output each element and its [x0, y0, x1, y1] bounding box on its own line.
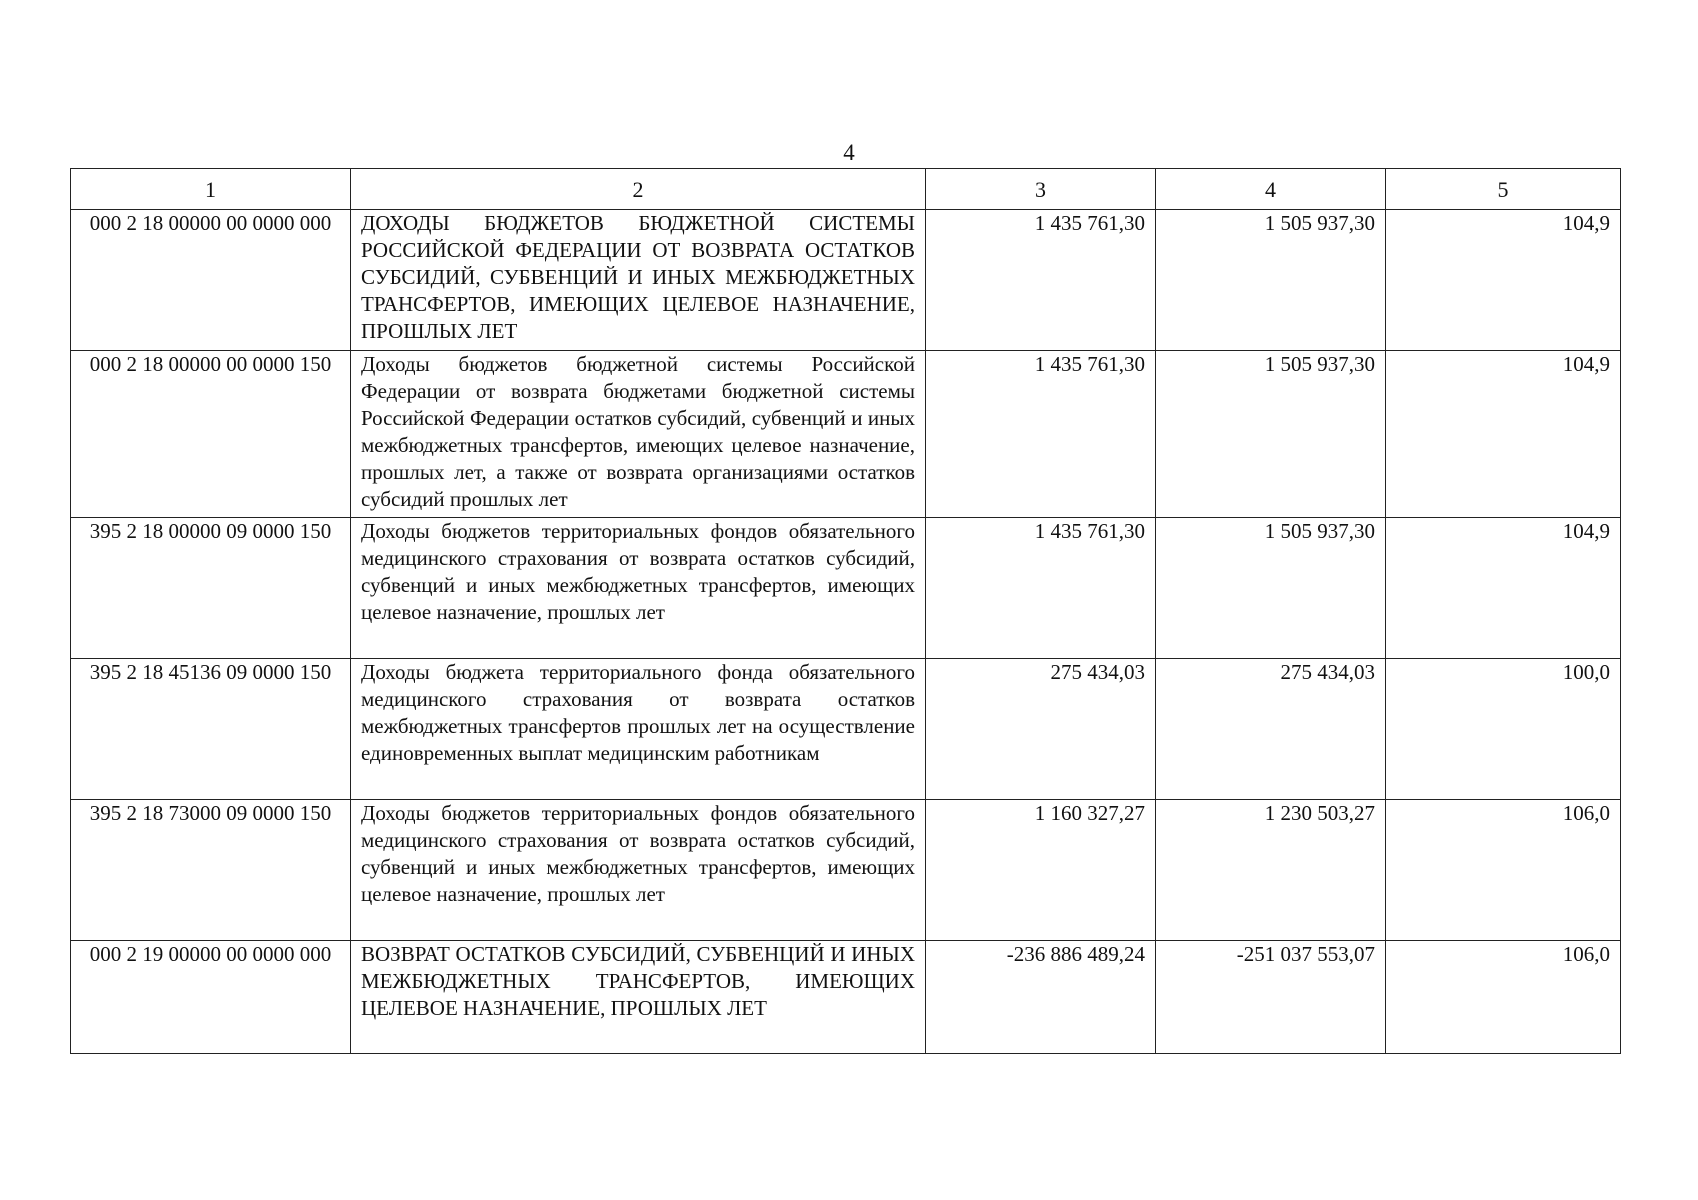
- table-row: [71, 210, 1621, 351]
- row-col3: -236 886 489,24: [926, 941, 1156, 1054]
- row-col3: 1 435 761,30: [926, 210, 1156, 351]
- row-col3: 1 435 761,30: [926, 518, 1156, 659]
- row-col5: 104,9: [1386, 210, 1621, 351]
- row-code: 000 2 19 00000 00 0000 000: [71, 941, 351, 1054]
- header-col-5: 5: [1386, 169, 1621, 210]
- table-row: [71, 518, 1621, 659]
- row-code: 395 2 18 00000 09 0000 150: [71, 518, 351, 659]
- row-name: Доходы бюджета территориального фонда обязательного медицинского страхования от возврата остатков межбюджетных трансфертов прошлых лет на осуществление единовременных выплат медицинским работникам: [351, 659, 926, 800]
- table-row: [71, 800, 1621, 941]
- row-col5: 106,0: [1386, 800, 1621, 941]
- row-name: ВОЗВРАТ ОСТАТКОВ СУБСИДИЙ, СУБВЕНЦИЙ И ИНЫХ МЕЖБЮДЖЕТНЫХ ТРАНСФЕРТОВ, ИМЕЮЩИХ ЦЕЛЕВОЕ НАЗНАЧЕНИЕ, ПРОШЛЫХ ЛЕТ: [351, 941, 926, 1054]
- row-col5: 100,0: [1386, 659, 1621, 800]
- table-row: [71, 659, 1621, 800]
- table-header: [71, 169, 1621, 210]
- row-col3: 1 160 327,27: [926, 800, 1156, 941]
- row-col5: 104,9: [1386, 518, 1621, 659]
- table-row: [71, 351, 1621, 518]
- row-name: Доходы бюджетов бюджетной системы Российской Федерации от возврата бюджетами бюджетной системы Российской Федерации остатков субсидий, субвенций и иных межбюджетных трансфертов, имеющих целевое назначение, прошлых лет, а также от возврата организациями остатков субсидий прошлых лет: [351, 351, 926, 518]
- row-col4: -251 037 553,07: [1156, 941, 1386, 1054]
- row-code: 000 2 18 00000 00 0000 150: [71, 351, 351, 518]
- row-col4: 1 505 937,30: [1156, 351, 1386, 518]
- page-number: 4: [843, 140, 855, 165]
- header-col-1: 1: [71, 169, 351, 210]
- row-col5: 104,9: [1386, 351, 1621, 518]
- header-col-3: 3: [926, 169, 1156, 210]
- row-code: 000 2 18 00000 00 0000 000: [71, 210, 351, 351]
- row-name: Доходы бюджетов территориальных фондов обязательного медицинского страхования от возврата остатков субсидий, субвенций и иных межбюджетных трансфертов, имеющих целевое назначение, прошлых лет: [351, 518, 926, 659]
- row-col4: 1 505 937,30: [1156, 210, 1386, 351]
- row-col4: 1 230 503,27: [1156, 800, 1386, 941]
- row-code: 395 2 18 73000 09 0000 150: [71, 800, 351, 941]
- header-col-4: 4: [1156, 169, 1386, 210]
- row-col3: 1 435 761,30: [926, 351, 1156, 518]
- header-col-2: 2: [351, 169, 926, 210]
- row-col3: 275 434,03: [926, 659, 1156, 800]
- row-col4: 1 505 937,30: [1156, 518, 1386, 659]
- row-col4: 275 434,03: [1156, 659, 1386, 800]
- table-row: [71, 941, 1621, 1054]
- row-col5: 106,0: [1386, 941, 1621, 1054]
- row-code: 395 2 18 45136 09 0000 150: [71, 659, 351, 800]
- row-name: Доходы бюджетов территориальных фондов обязательного медицинского страхования от возврата остатков субсидий, субвенций и иных межбюджетных трансфертов, имеющих целевое назначение, прошлых лет: [351, 800, 926, 941]
- budget-table: [70, 168, 1621, 1054]
- row-name: ДОХОДЫ БЮДЖЕТОВ БЮДЖЕТНОЙ СИСТЕМЫ РОССИЙСКОЙ ФЕДЕРАЦИИ ОТ ВОЗВРАТА ОСТАТКОВ СУБСИДИЙ, СУБВЕНЦИЙ И ИНЫХ МЕЖБЮДЖЕТНЫХ ТРАНСФЕРТОВ, ИМЕЮЩИХ ЦЕЛЕВОЕ НАЗНАЧЕНИЕ, ПРОШЛЫХ ЛЕТ: [351, 210, 926, 351]
